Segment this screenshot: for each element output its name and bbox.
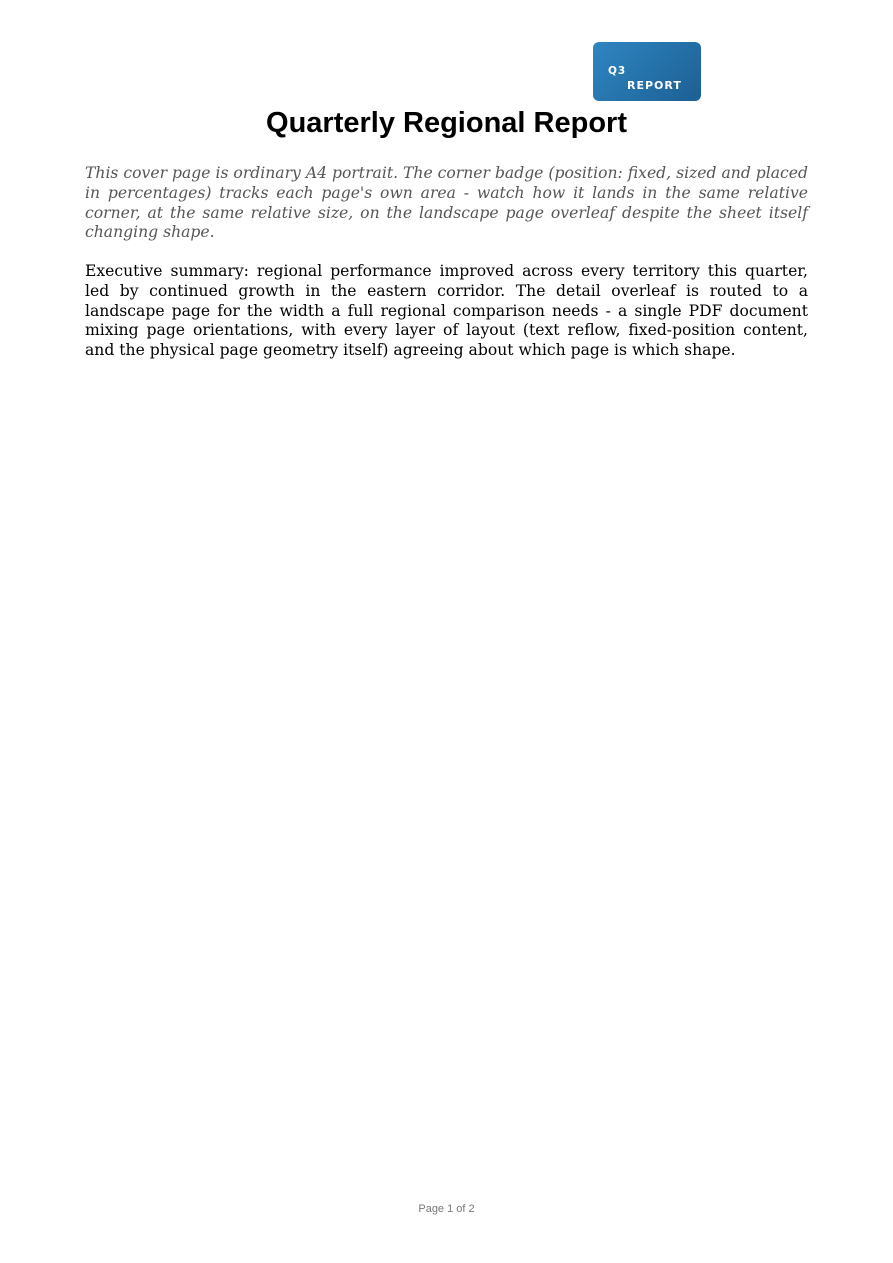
document-title: Quarterly Regional Report [266, 107, 627, 139]
badge-quarter-label: Q3 [608, 65, 627, 77]
q3-report-badge [593, 42, 701, 101]
badge-report-label: REPORT [627, 79, 682, 92]
page-number: Page 1 of 2 [418, 1203, 475, 1215]
executive-summary: Executive summary: regional performance improved across every territory this quarter, led by continued growth in the eastern corridor. The detail overleaf is routed to a landscape page for the width a full regional comparison needs - a single PDF document mixing page orientations, with every layer of layout (text reflow, fixed-position content, and the physical page geometry itself) agreeing about which page is which shape. [85, 262, 808, 360]
cover-note: This cover page is ordinary A4 portrait. The corner badge (position: fixed, sized and placed in percentages) tracks each page's own area - watch how it lands in the same relative corner, at the same relative size, on the landscape page overleaf despite the sheet itself changing shape. [85, 164, 808, 242]
